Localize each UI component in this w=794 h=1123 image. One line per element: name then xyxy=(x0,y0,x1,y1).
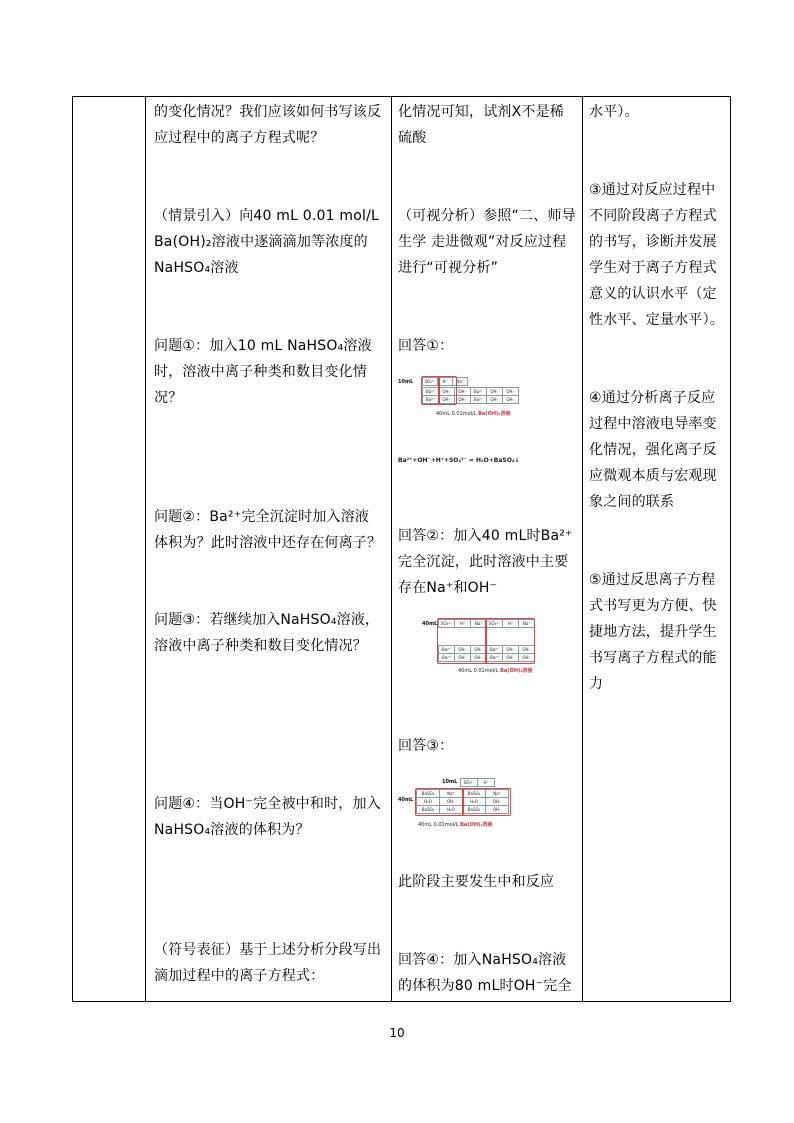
lesson-table xyxy=(72,96,731,1002)
fig2-top-cells: SO₄²⁻ H⁺ Na⁺ SO₄²⁻ H⁺ Na⁺ xyxy=(438,619,535,628)
answer-2: 回答②：加入40 mL时Ba²⁺完全沉淀，此时溶液中主要存在Na⁺和OH⁻ xyxy=(398,528,573,596)
page-number: 10 xyxy=(389,1026,405,1040)
intent-3: ③通过对反应过程中不同阶段离子方程式的书写，诊断并发展学生对于离子方程式意义的认识水平（定性水平、定量水平）。 xyxy=(589,182,724,328)
question-2: 问题②：Ba²⁺完全沉淀时加入溶液体积为？此时溶液中还存在何离子？ xyxy=(154,509,382,551)
answer-4: 回答④：加入NaHSO₄溶液的体积为80 mL时OH⁻完全 xyxy=(398,952,572,994)
col3-neutralization: 此阶段主要发生中和反应 xyxy=(398,874,555,890)
col2-paragraph-1: 的变化情况？我们应该如何书写该反应过程中的离子方程式呢？ xyxy=(154,104,382,146)
fig2-red-highlight xyxy=(437,618,487,664)
fig1-equation: Ba²⁺+OH⁻+H⁺+SO₄²⁻ = H₂O+BaSO₄↓ xyxy=(398,457,520,464)
fig1-solution-cells: Ba²⁺ OH⁻ OH⁻ Ba²⁺ OH⁻ OH⁻ Ba²⁺ OH⁻ OH⁻ Ba²⁺ OH⁻ OH⁻ xyxy=(422,387,519,404)
col4-paragraph-1: 水平）。 xyxy=(589,104,639,120)
fig1-top-cells: SO₄²⁻ H⁺ Na⁺ xyxy=(422,377,468,386)
fig2-caption: 40mL 0.01mol/L Ba(OH)₂溶液 xyxy=(458,668,533,674)
question-1: 问题①：加入10 mL NaHSO₄溶液时，溶液中离子种类和数目变化情况？ xyxy=(154,338,372,406)
col2-symbolic: （符号表征）基于上述分析分段写出滴加过程中的离子方程式： xyxy=(154,942,382,984)
fig3-caption: 40mL 0.01mol/L Ba(OH)₂溶液 xyxy=(418,822,493,828)
intent-5: ⑤通过反思离子方程式书写更为方便、快捷地方法，提升学生书写离子方程式的能力 xyxy=(589,572,717,692)
ion-diagram-1: 10mL SO₄²⁻ H⁺ Na⁺ Ba²⁺ OH⁻ OH⁻ Ba²⁺ OH⁻ OH⁻ Ba²⁺ OH⁻ OH⁻ Ba²⁺ OH⁻ OH⁻ 40mL 0.01mol/L Ba(OH)₂溶液 xyxy=(398,375,522,427)
ion-diagram-2: 40mL SO₄²⁻ H⁺ Na⁺ SO₄²⁻ H⁺ Na⁺ Ba²⁺ OH⁻ OH⁻ Ba²⁺ OH⁻ OH⁻ Ba²⁺ OH⁻ OH⁻ Ba²⁺ OH⁻ OH⁻ 40mL 0.01mol/L Ba(OH)₂溶液 xyxy=(422,617,546,679)
fig1-caption: 40mL 0.01mol/L Ba(OH)₂溶液 xyxy=(436,411,511,417)
fig3-red-highlight xyxy=(415,788,464,816)
fig3-top-cells: SO₄²⁻ H⁺ xyxy=(460,778,495,787)
question-3: 问题③：若继续加入NaHSO₄溶液，溶液中离子种类和数目变化情况？ xyxy=(154,612,380,654)
fig2-solution-cells: Ba²⁺ OH⁻ OH⁻ Ba²⁺ OH⁻ OH⁻ Ba²⁺ OH⁻ OH⁻ Ba²⁺ OH⁻ OH⁻ xyxy=(438,645,535,662)
intent-4: ④通过分析离子反应过程中溶液电导率变化情况，强化离子反应微观本质与宏观现象之间的联系 xyxy=(589,390,717,510)
question-4: 问题④：当OH⁻完全被中和时，加入NaHSO₄溶液的体积为？ xyxy=(154,796,381,838)
fig1-red-highlight-2 xyxy=(438,376,457,405)
student-activity-column xyxy=(392,97,583,1002)
fig2-red-highlight-2 xyxy=(485,618,535,664)
fig3-solution-cells: BaSO₄ Na⁺ BaSO₄ Na⁺ H₂O OH⁻ H₂O OH⁻ BaSO₄ H₂O BaSO₄ OH⁻ xyxy=(416,789,509,814)
col3-visual-analysis: （可视分析）参照“二、师导生学 走进微观”对反应过程进行“可视分析” xyxy=(398,208,576,276)
col2-scenario: （情景引入）向40 mL 0.01 mol/L Ba(OH)₂溶液中逐滴滴加等浓度的NaHSO₄溶液 xyxy=(154,208,379,276)
teacher-activity-column xyxy=(146,97,392,1002)
stage-column xyxy=(73,97,146,1002)
design-intent-column xyxy=(583,97,731,1002)
fig3-red-highlight-2 xyxy=(462,788,511,816)
ion-diagram-3: 10mL SO₄²⁻ H⁺ 40mL BaSO₄ Na⁺ BaSO₄ Na⁺ H₂O OH⁻ H₂O OH⁻ BaSO₄ H₂O BaSO₄ OH⁻ 40mL 0.01mol/L Ba(OH)₂溶液 xyxy=(398,777,514,847)
answer-3: 回答③： xyxy=(398,738,454,754)
answer-1: 回答①： xyxy=(398,338,454,354)
col3-paragraph-1: 化情况可知，试剂X不是稀硫酸 xyxy=(398,104,564,146)
